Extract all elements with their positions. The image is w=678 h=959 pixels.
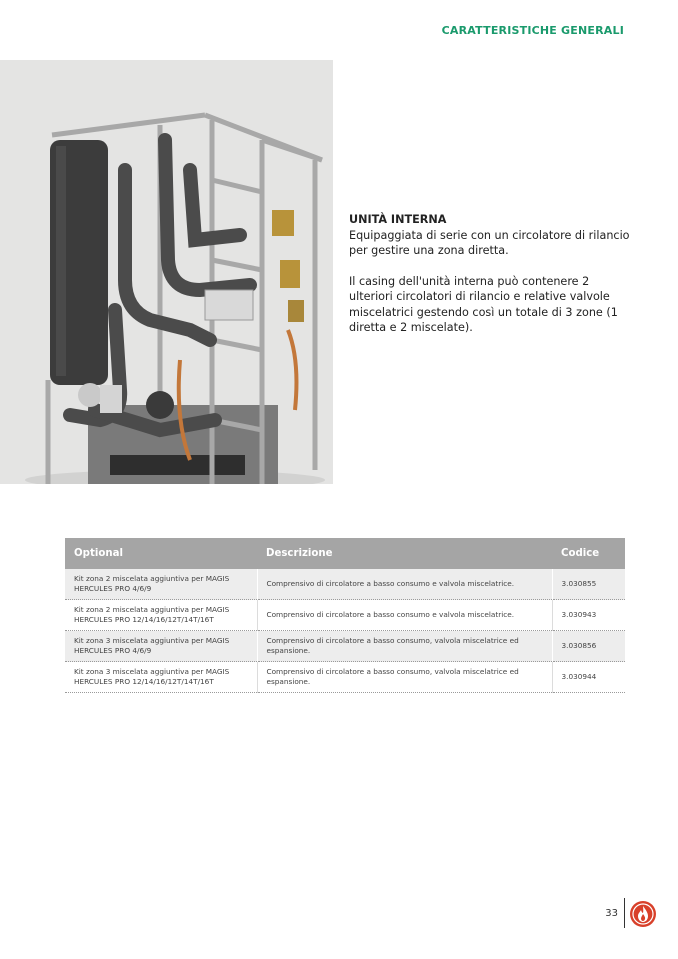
table-row [65,569,625,600]
cell-codice: 3.030944 [552,662,625,693]
header-codice: Codice [552,538,625,569]
cell-codice: 3.030855 [552,569,625,600]
cell-optional: Kit zona 2 miscelata aggiuntiva per MAGIS HERCULES PRO 12/14/16/12T/14T/16T [65,600,257,631]
section-title: CARATTERISTICHE GENERALI [441,24,624,37]
page-number: 33 [605,908,618,919]
table-row [65,600,625,631]
indoor-unit-photo [0,60,333,484]
flame-logo-icon [629,900,657,932]
cell-descrizione: Comprensivo di circolatore a basso consumo e valvola miscelatrice. [257,569,552,600]
cell-optional: Kit zona 3 miscelata aggiuntiva per MAGIS HERCULES PRO 12/14/16/12T/14T/16T [65,662,257,693]
description-heading: UNITÀ INTERNA [349,213,447,226]
header-optional: Optional [65,538,257,569]
optional-table [65,538,625,693]
table-row [65,631,625,662]
description-block [349,212,631,351]
cell-optional: Kit zona 3 miscelata aggiuntiva per MAGIS HERCULES PRO 4/6/9 [65,631,257,662]
table-row [65,662,625,693]
footer-divider [624,898,625,928]
description-paragraph-1: Equipaggiata di serie con un circolatore di rilancio per gestire una zona diretta. [349,228,630,257]
cell-descrizione: Comprensivo di circolatore a basso consumo, valvola miscelatrice ed espansione. [257,631,552,662]
table-header-row [65,538,625,569]
cell-codice: 3.030943 [552,600,625,631]
header-descrizione: Descrizione [257,538,552,569]
cell-descrizione: Comprensivo di circolatore a basso consumo e valvola miscelatrice. [257,600,552,631]
cell-codice: 3.030856 [552,631,625,662]
cell-descrizione: Comprensivo di circolatore a basso consumo, valvola miscelatrice ed espansione. [257,662,552,693]
cell-optional: Kit zona 2 miscelata aggiuntiva per MAGIS HERCULES PRO 4/6/9 [65,569,257,600]
description-paragraph-2: Il casing dell'unità interna può contenere 2 ulteriori circolatori di rilancio e relative valvole miscelatrici gestendo così un totale di 3 zone (1 diretta e 2 miscelate). [349,274,618,334]
